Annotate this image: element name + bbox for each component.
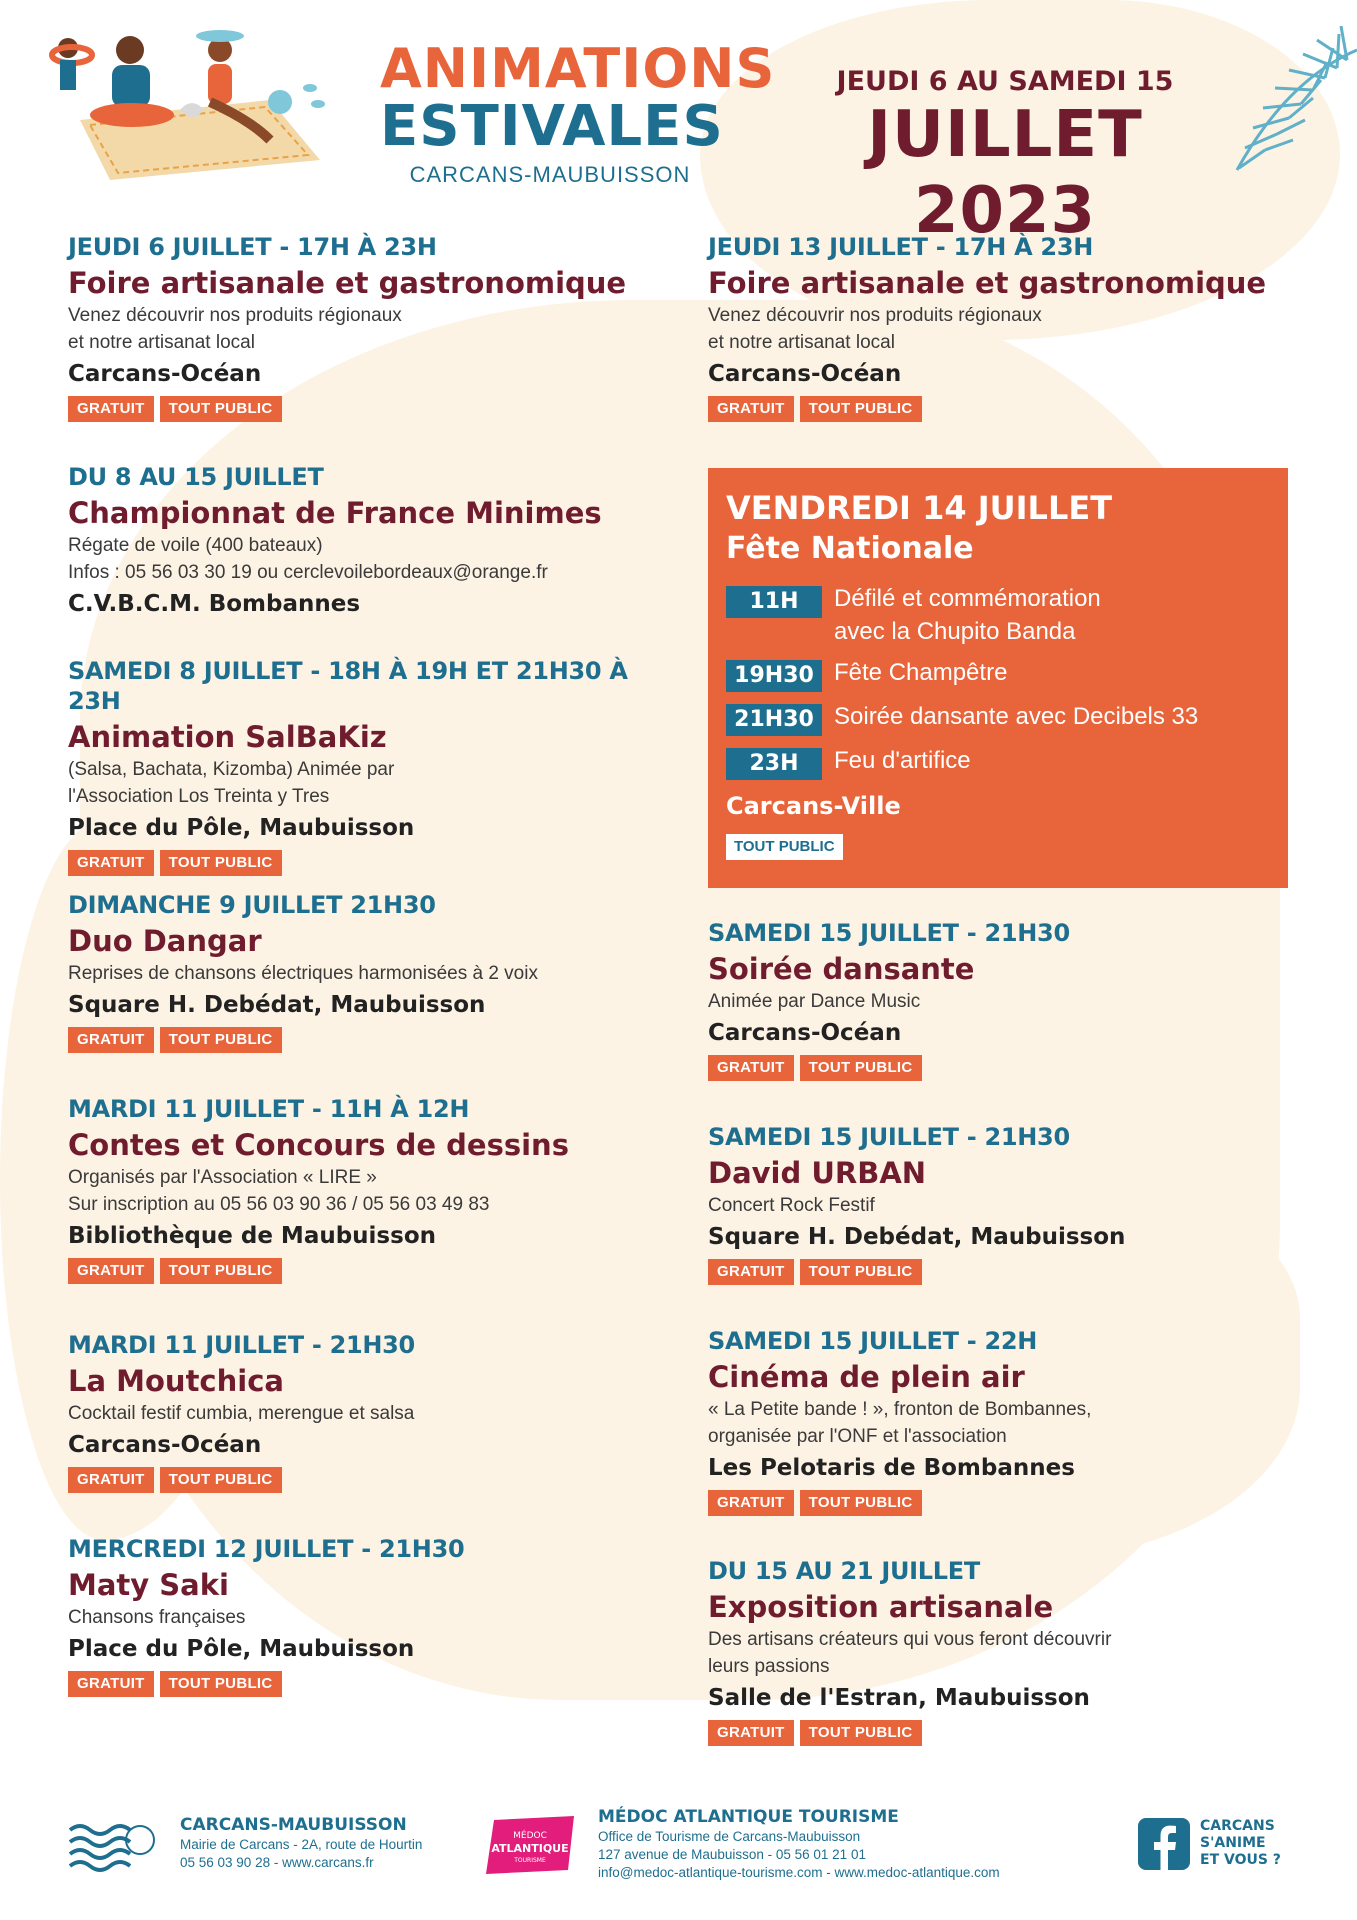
- event-tags: [708, 1055, 1308, 1081]
- featured-event-box: [708, 468, 1288, 888]
- event-description: Chansons françaises: [68, 1607, 246, 1628]
- featured-event-location: Carcans-Ville: [726, 792, 901, 820]
- tag-free: GRATUIT: [708, 1720, 794, 1746]
- event-description: Sur inscription au 05 56 03 90 36 / 05 56 03 49 83: [68, 1194, 490, 1215]
- medoc-logo-top-text: MÉDOC: [513, 1831, 547, 1841]
- event-date: SAMEDI 15 JUILLET - 21H30: [708, 1123, 1070, 1151]
- event-date: SAMEDI 15 JUILLET - 22H: [708, 1327, 1038, 1355]
- tag-free: GRATUIT: [708, 1055, 794, 1081]
- date-range-month: JUILLET 2023: [867, 98, 1143, 248]
- schedule-time: 19H30: [726, 660, 822, 692]
- event-logo: [380, 37, 776, 188]
- medoc-contact-title: MÉDOC ATLANTIQUE TOURISME: [598, 1807, 899, 1827]
- event-title: David URBAN: [708, 1156, 927, 1190]
- event-description: et notre artisanat local: [68, 332, 255, 353]
- tag-free: GRATUIT: [68, 1027, 154, 1053]
- event-location: Salle de l'Estran, Maubuisson: [708, 1685, 1090, 1711]
- event-location: Place du Pôle, Maubuisson: [68, 815, 415, 841]
- event-item: [68, 1534, 668, 1697]
- schedule-time: 11H: [726, 586, 822, 618]
- logo-line-animations: ANIMATIONS: [380, 37, 776, 100]
- event-title: Championnat de France Minimes: [68, 496, 602, 530]
- carcans-address: Mairie de Carcans - 2A, route de Hourtin: [180, 1837, 423, 1852]
- event-date: JEUDI 13 JUILLET - 17H À 23H: [708, 233, 1093, 261]
- schedule-text: [834, 582, 1101, 648]
- event-item: [68, 232, 668, 422]
- event-location: Square H. Debédat, Maubuisson: [68, 992, 486, 1018]
- tag-free: GRATUIT: [68, 850, 154, 876]
- schedule-text-line: Feu d'artifice: [834, 747, 971, 774]
- event-description: Reprises de chansons électriques harmonisées à 2 voix: [68, 963, 538, 984]
- event-title: Exposition artisanale: [708, 1590, 1054, 1624]
- tag-free: GRATUIT: [708, 1490, 794, 1516]
- event-tags: [68, 1027, 668, 1053]
- schedule-text-line: avec la Chupito Banda: [834, 618, 1076, 645]
- schedule-time: 23H: [726, 748, 822, 780]
- tag-all-audiences: TOUT PUBLIC: [800, 1720, 922, 1746]
- event-item: [708, 1556, 1308, 1746]
- event-tags: [68, 396, 668, 422]
- event-date: SAMEDI 15 JUILLET - 21H30: [708, 919, 1070, 947]
- medoc-contact: [598, 1806, 1000, 1882]
- carcans-contact-title: CARCANS-MAUBUISSON: [180, 1815, 407, 1835]
- tag-all-audiences: TOUT PUBLIC: [726, 834, 843, 860]
- event-description: Organisés par l'Association « LIRE »: [68, 1167, 377, 1188]
- event-location: C.V.B.C.M. Bombannes: [68, 591, 361, 617]
- medoc-logo-sub-text: TOURISME: [514, 1857, 546, 1864]
- carcans-phone-web[interactable]: 05 56 03 90 28 - www.carcans.fr: [180, 1855, 374, 1870]
- event-item: [68, 1330, 668, 1493]
- facebook-icon[interactable]: [1138, 1818, 1190, 1870]
- tag-free: GRATUIT: [708, 396, 794, 422]
- event-description: organisée par l'ONF et l'association: [708, 1426, 1007, 1447]
- event-tags: [68, 1258, 668, 1284]
- featured-event-title: Fête Nationale: [726, 531, 974, 566]
- event-description: Concert Rock Festif: [708, 1195, 875, 1216]
- tag-all-audiences: TOUT PUBLIC: [160, 1671, 282, 1697]
- tag-free: GRATUIT: [68, 1258, 154, 1284]
- schedule-text-line: Fête Champêtre: [834, 659, 1008, 686]
- event-description: « La Petite bande ! », fronton de Bombannes,: [708, 1399, 1092, 1420]
- event-description: Venez découvrir nos produits régionaux: [708, 305, 1042, 326]
- event-item: [68, 890, 668, 1053]
- event-title: Contes et Concours de dessins: [68, 1128, 569, 1162]
- schedule-text-line: Défilé et commémoration: [834, 585, 1101, 612]
- schedule-time: 21H30: [726, 704, 822, 736]
- event-date: DIMANCHE 9 JUILLET 21H30: [68, 891, 436, 919]
- event-item: [708, 918, 1308, 1081]
- event-tags: [708, 1720, 1308, 1746]
- tag-free: GRATUIT: [68, 1467, 154, 1493]
- medoc-atlantique-logo-icon: [484, 1814, 576, 1876]
- event-date: SAMEDI 8 JUILLET - 18H À 19H ET 21H30 À 23H: [68, 657, 628, 715]
- event-location: Bibliothèque de Maubuisson: [68, 1223, 436, 1249]
- schedule-row: [726, 744, 1270, 780]
- event-location: Square H. Debédat, Maubuisson: [708, 1224, 1126, 1250]
- event-description: Cocktail festif cumbia, merengue et salsa: [68, 1403, 415, 1424]
- event-description: Infos : 05 56 03 30 19 ou cerclevoilebordeaux@orange.fr: [68, 562, 548, 583]
- event-tags: [68, 850, 668, 876]
- event-title: Cinéma de plein air: [708, 1360, 1025, 1394]
- medoc-email-web[interactable]: info@medoc-atlantique-tourisme.com - www.medoc-atlantique.com: [598, 1865, 1000, 1880]
- palm-leaf-icon: [1197, 20, 1357, 230]
- event-title: Foire artisanale et gastronomique: [68, 266, 627, 300]
- schedule-text: [834, 656, 1007, 689]
- facebook-tagline-line: S'ANIME: [1200, 1835, 1266, 1851]
- event-description: (Salsa, Bachata, Kizomba) Animée par: [68, 759, 395, 780]
- event-tags: [708, 1259, 1308, 1285]
- tag-all-audiences: TOUT PUBLIC: [160, 396, 282, 422]
- event-description: l'Association Los Treinta y Tres: [68, 786, 330, 807]
- event-location: Place du Pôle, Maubuisson: [68, 1636, 415, 1662]
- tag-all-audiences: TOUT PUBLIC: [160, 850, 282, 876]
- event-title: La Moutchica: [68, 1364, 284, 1398]
- event-description: Venez découvrir nos produits régionaux: [68, 305, 402, 326]
- date-range-days: JEUDI 6 AU SAMEDI 15: [836, 66, 1174, 97]
- footer: [0, 1800, 1357, 1910]
- tag-free: GRATUIT: [68, 396, 154, 422]
- logo-location: CARCANS-MAUBUISSON: [409, 162, 691, 187]
- event-title: Animation SalBaKiz: [68, 720, 387, 754]
- schedule-text: [834, 744, 971, 777]
- tag-free: GRATUIT: [708, 1259, 794, 1285]
- event-location: Carcans-Océan: [68, 361, 262, 387]
- event-title: Foire artisanale et gastronomique: [708, 266, 1267, 300]
- event-description: et notre artisanat local: [708, 332, 895, 353]
- tag-free: GRATUIT: [68, 1671, 154, 1697]
- schedule-text-line: Soirée dansante avec Decibels 33: [834, 703, 1199, 730]
- tag-all-audiences: TOUT PUBLIC: [800, 1259, 922, 1285]
- facebook-tagline: [1200, 1818, 1281, 1869]
- date-range: [790, 66, 1220, 249]
- event-title: Duo Dangar: [68, 924, 262, 958]
- tag-all-audiences: TOUT PUBLIC: [160, 1258, 282, 1284]
- facebook-tagline-line: CARCANS: [1200, 1818, 1275, 1834]
- schedule-row: [726, 700, 1270, 736]
- event-location: Carcans-Océan: [708, 1020, 902, 1046]
- event-description: Régate de voile (400 bateaux): [68, 535, 323, 556]
- event-tags: [708, 396, 1308, 422]
- medoc-address-phone: 127 avenue de Maubuisson - 05 56 01 21 01: [598, 1847, 866, 1862]
- schedule-text: [834, 700, 1198, 733]
- event-location: Les Pelotaris de Bombannes: [708, 1455, 1075, 1481]
- event-item: [708, 1326, 1308, 1516]
- tag-all-audiences: TOUT PUBLIC: [800, 1055, 922, 1081]
- event-tags: [68, 1467, 668, 1493]
- event-date: MERCREDI 12 JUILLET - 21H30: [68, 1535, 465, 1563]
- event-description: Animée par Dance Music: [708, 991, 921, 1012]
- event-date: DU 8 AU 15 JUILLET: [68, 463, 324, 491]
- schedule-row: [726, 656, 1270, 692]
- beach-illustration: [20, 10, 340, 180]
- event-item: [68, 462, 668, 620]
- schedule-row: [726, 582, 1270, 648]
- event-item: [68, 1094, 668, 1284]
- tag-all-audiences: TOUT PUBLIC: [160, 1027, 282, 1053]
- event-item: [708, 1122, 1308, 1285]
- event-tags: [708, 1490, 1308, 1516]
- tag-all-audiences: TOUT PUBLIC: [160, 1467, 282, 1493]
- logo-line-estivales: ESTIVALES: [380, 94, 724, 159]
- event-description: Des artisans créateurs qui vous feront découvrir: [708, 1629, 1112, 1650]
- event-description: leurs passions: [708, 1656, 830, 1677]
- event-title: Maty Saki: [68, 1568, 229, 1602]
- event-date: MARDI 11 JUILLET - 11H À 12H: [68, 1095, 470, 1123]
- event-item: [708, 232, 1308, 422]
- tag-all-audiences: TOUT PUBLIC: [800, 396, 922, 422]
- event-date: MARDI 11 JUILLET - 21H30: [68, 1331, 415, 1359]
- featured-event-date: VENDREDI 14 JUILLET: [726, 489, 1113, 527]
- event-location: Carcans-Océan: [708, 361, 902, 387]
- event-item: [68, 656, 668, 876]
- facebook-tagline-line: ET VOUS ?: [1200, 1852, 1281, 1868]
- tag-all-audiences: TOUT PUBLIC: [800, 1490, 922, 1516]
- carcans-logo-icon: [66, 1814, 156, 1878]
- event-tags: [68, 1671, 668, 1697]
- event-date: DU 15 AU 21 JUILLET: [708, 1557, 980, 1585]
- event-date: JEUDI 6 JUILLET - 17H À 23H: [68, 233, 437, 261]
- event-title: Soirée dansante: [708, 952, 975, 986]
- event-location: Carcans-Océan: [68, 1432, 262, 1458]
- medoc-logo-main-text: ATLANTIQUE: [491, 1842, 569, 1855]
- medoc-office: Office de Tourisme de Carcans-Maubuisson: [598, 1829, 861, 1844]
- carcans-contact: [180, 1814, 422, 1872]
